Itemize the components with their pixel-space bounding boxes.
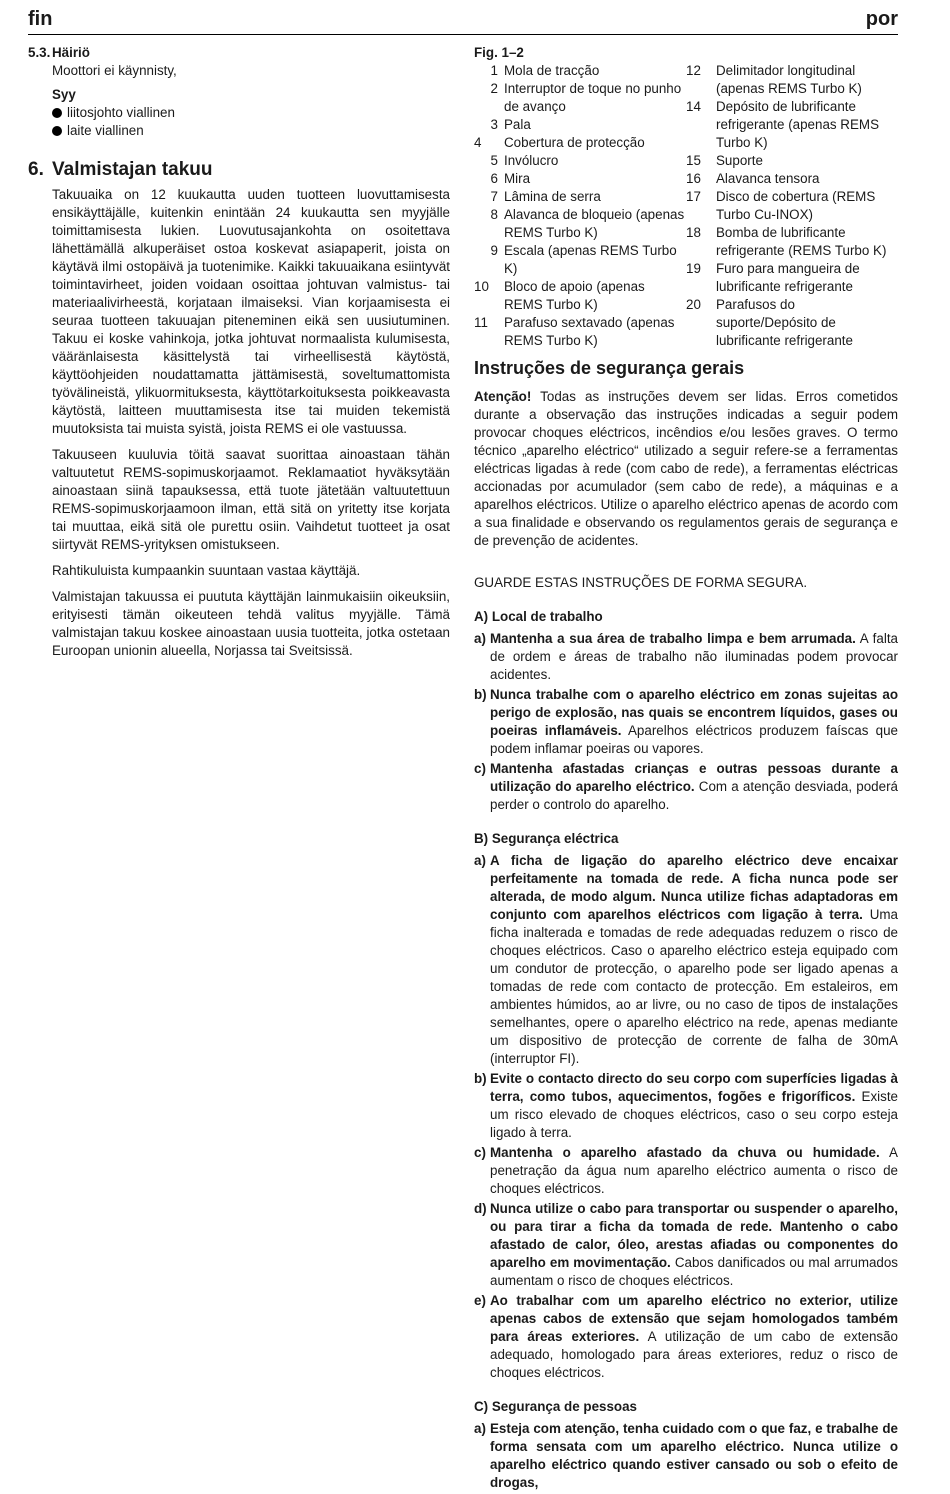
- legend-text: Alavanca tensora: [716, 171, 820, 186]
- section-5-3-heading: [28, 44, 450, 62]
- legend-number: 2: [490, 81, 498, 96]
- item-bold: A ficha de ligação do aparelho eléctrico deve encaixar perfeitamente na tomada de rede. A ficha nunca pode ser alterada, de modo algum. Nunca utilize fichas adaptadoras em conjunto com aparelhos eléctricos com ligação à terra.: [490, 853, 898, 922]
- safety-item: [474, 1420, 898, 1492]
- legend-text: Mira: [504, 171, 531, 186]
- legend-number: 9: [490, 243, 498, 258]
- item-text: Com a atenção desviada, poderá perder o controlo do aparelho.: [490, 779, 898, 812]
- legend-number: 4: [474, 135, 482, 150]
- item-bold: Mantenha afastadas crianças e outras pessoas durante a utilização do aparelho eléctrico.: [490, 761, 898, 794]
- safety-item: [474, 1070, 898, 1142]
- legend-column-right: [686, 62, 898, 350]
- legend-item: [474, 242, 686, 278]
- legend-text: Lâmina de serra: [504, 189, 601, 204]
- fault-description: Moottori ei käynnisty,: [52, 63, 177, 78]
- legend-text: Parafuso sextavado (apenas REMS Turbo K): [504, 315, 675, 348]
- safety-item: [474, 686, 898, 758]
- legend-text: Mola de tracção: [504, 63, 600, 78]
- figure-title: Fig. 1–2: [474, 45, 524, 60]
- attention-paragraph: [474, 388, 898, 550]
- warranty-paragraph: Takuuaika on 12 kuukautta uuden tuotteen luovuttamisesta ensikäyttäjälle, kuitenkin enintään 24 kuukautta sen myyjälle toimittamisesta lukien. Luovutusajankohta on osoitettava lähettämällä alkuperäiset ostoa koskevat asiapaperit, joista on käytävä ilmi ostopäivä ja tuotenimike. Kaikki takuuaikana esiintyvät toimintavirheet, joiden voidaan osoittaa johtuvan valmistus- tai materiaalivirheestä, korjataan ilmaiseksi. Vian korjaamisesta ei seuraa tuotteen takuuajan piteneminen eikä sen uusiutuminen. Takuu ei koske vahinkoja, jotka johtuvat normaalista kulumisesta, vääränlaisesta käsittelystä tai virheellisestä käytöstä, käyttöohjeiden noudattamatta jättämisestä, soveltumattomista työvälineistä, ylikuormituksesta, käyttötarkoituksesta poikkeavasta käytöstä, laitteen muuttamisesta itse tai muiden tekemistä muutoksista tai muista syistä, joista REMS ei ole vastuussa.: [52, 187, 450, 436]
- section-number: 6.: [28, 159, 44, 180]
- legend-item: [474, 278, 686, 314]
- safety-item: [474, 852, 898, 1068]
- item-text: A utilização de um cabo de extensão adequado, homologado para áreas exteriores, reduz o risco de choques eléctricos.: [490, 1329, 898, 1380]
- legend-item: [474, 188, 686, 206]
- item-text: A penetração da água num aparelho eléctrico aumenta o risco de choques eléctricos.: [490, 1145, 898, 1196]
- item-bold: Evite o contacto directo do seu corpo com superfícies ligadas à terra, como tubos, aquecimentos, fogões e frigoríficos.: [490, 1071, 898, 1104]
- item-bold: Nunca utilize o cabo para transportar ou suspender o aparelho, ou para tirar a ficha da tomada de rede. Mantenho o cabo afastado de calor, óleo, arestas afiadas ou componentes do aparelho em movimentação.: [490, 1201, 898, 1270]
- legend-text: Parafusos do suporte/Depósito de lubrificante refrigerante: [716, 297, 853, 348]
- legend-item: [474, 134, 686, 152]
- item-text: Uma ficha inalterada e tomadas de rede adequadas reduzem o risco de choques eléctricos. Caso o aparelho eléctrico esteja equipado com um condutor de protecção, o aparelho pode ser ligado apenas a tomadas de rede com contacto de protecção. Em estaleiros, em ambientes húmidos, ao ar livre, ou no caso de tipos de instalações semelhantes, opere o aparelho eléctrico na rede, apenas mediante um dispositivo de protecção de corrente de falha de 30mA (interruptor FI).: [490, 907, 898, 1066]
- legend-item: [686, 152, 898, 170]
- safety-heading: Instruções de segurança gerais: [474, 358, 745, 378]
- item-label: d): [474, 1201, 487, 1216]
- legend-item: [474, 314, 686, 350]
- legend-number: 18: [686, 225, 701, 240]
- legend-text: Cobertura de protecção: [504, 135, 645, 150]
- section-number: 5.3.: [28, 45, 51, 60]
- legend-item: [686, 224, 898, 260]
- legend-number: 11: [474, 315, 488, 330]
- legend-number: 15: [686, 153, 701, 168]
- item-label: a): [474, 631, 486, 646]
- section-6-heading: [28, 158, 450, 182]
- bullet-icon: [52, 108, 62, 118]
- warranty-paragraph: Valmistajan takuussa ei puututa käyttäjän lainmukaisiin oikeuksiin, erityisesti tämän oikeuteen tehdä valitus myyjälle. Tämä valmistajan takuu koskee ainoastaan uusia tuotteita, jotka ostetaan Euroopan unionin alueella, Norjassa tai Sveitsissä.: [52, 589, 450, 658]
- legend-item: [686, 296, 898, 350]
- subsection-a-title: A) Local de trabalho: [474, 609, 603, 624]
- section-title: Valmistajan takuu: [52, 159, 213, 180]
- legend-number: 12: [686, 63, 701, 78]
- legend-item: [474, 116, 686, 134]
- legend-item: [474, 62, 686, 80]
- item-text: Cabos danificados ou mal arrumados aumentam o risco de choques eléctricos.: [490, 1255, 899, 1288]
- legend-item: [686, 260, 898, 296]
- legend-number: 6: [490, 171, 498, 186]
- warranty-body: [28, 186, 450, 660]
- item-text: Existe um risco elevado de choques eléctricos, caso o seu corpo esteja ligado à terra.: [490, 1089, 899, 1140]
- subsection-c-title: C) Segurança de pessoas: [474, 1399, 637, 1414]
- legend-number: 5: [490, 153, 498, 168]
- legend-number: 16: [686, 171, 701, 186]
- legend-text: Pala: [504, 117, 531, 132]
- attention-text: Todas as instruções devem ser lidas. Erros cometidos durante a observação das instruções indicadas a seguir podem provocar choques eléctricos, incêndios e/ou lesões graves. O termo técnico „aparelho eléctrico“ utilizado a seguir refere-se a ferramentas eléctricas ligadas à rede (com cabo de rede), a ferramentas eléctricas accionadas por acumulador (sem cabo de rede), a máquinas e a aparelhos eléctricos. Utilize o aparelho eléctrico apenas de acordo com a sua finalidade e observando os regulamentos gerais de segurança e de prevenção de acidentes.: [474, 389, 898, 548]
- item-label: a): [474, 1421, 486, 1436]
- safety-item: [474, 1200, 898, 1290]
- figure-legend: [474, 62, 898, 350]
- legend-text: Invólucro: [504, 153, 559, 168]
- header-language-right: por: [865, 8, 898, 30]
- safety-item: [474, 630, 898, 684]
- legend-number: 10: [474, 279, 489, 294]
- legend-number: 20: [686, 297, 701, 312]
- item-text: A falta de ordem e áreas de trabalho não iluminadas podem provocar acidentes.: [490, 631, 898, 682]
- legend-item: [474, 80, 686, 116]
- legend-text: Furo para mangueira de lubrificante refrigerante: [716, 261, 860, 294]
- item-label: c): [474, 1145, 486, 1160]
- item-label: a): [474, 853, 486, 868]
- item-bold: Nunca trabalhe com o aparelho eléctrico em zonas sujeitas ao perigo de explosão, nas quais se encontrem líquidos, gases ou poeiras inflamáveis.: [490, 687, 898, 738]
- cause-list: [28, 104, 450, 140]
- legend-item: [474, 152, 686, 170]
- legend-text: Bomba de lubrificante refrigerante (REMS Turbo K): [716, 225, 887, 258]
- bullet-icon: [52, 126, 62, 136]
- legend-item: [474, 206, 686, 242]
- warranty-paragraph: Rahtikuluista kumpaankin suuntaan vastaa käyttäjä.: [52, 563, 361, 578]
- section-title: Häiriö: [52, 45, 90, 60]
- legend-item: [474, 170, 686, 188]
- cause-text: liitosjohto viallinen: [67, 105, 175, 120]
- safety-item: [474, 1144, 898, 1198]
- keep-instructions-text: GUARDE ESTAS INSTRUÇÕES DE FORMA SEGURA.: [474, 575, 808, 590]
- legend-text: Bloco de apoio (apenas REMS Turbo K): [504, 279, 645, 312]
- cause-item: [52, 104, 450, 122]
- subsection-b-items: [474, 852, 898, 1382]
- subsection-a-items: [474, 630, 898, 814]
- header-language-left: fin: [28, 8, 53, 30]
- legend-text: Depósito de lubrificante refrigerante (apenas REMS Turbo K): [716, 99, 879, 150]
- cause-text: laite viallinen: [67, 123, 144, 138]
- legend-item: [686, 98, 898, 152]
- item-text: Aparelhos eléctricos produzem faíscas que podem inflamar poeiras ou vapores.: [490, 723, 899, 756]
- left-column: [28, 44, 450, 668]
- legend-item: [686, 62, 898, 98]
- item-bold: Ao trabalhar com um aparelho eléctrico no exterior, utilize apenas cabos de extensão que sejam homologados também para áreas exteriores.: [490, 1293, 898, 1344]
- cause-label: Syy: [52, 87, 76, 102]
- subsection-b-title: B) Segurança eléctrica: [474, 831, 619, 846]
- legend-item: [686, 188, 898, 224]
- legend-number: 19: [686, 261, 701, 276]
- legend-text: Alavanca de bloqueio (apenas REMS Turbo K): [504, 207, 685, 240]
- item-label: b): [474, 1071, 487, 1086]
- item-bold: Mantenha a sua área de trabalho limpa e bem arrumada.: [490, 631, 856, 646]
- legend-text: Escala (apenas REMS Turbo K): [504, 243, 677, 276]
- attention-label: Atenção!: [474, 389, 532, 404]
- safety-item: [474, 760, 898, 814]
- item-label: e): [474, 1293, 486, 1308]
- legend-number: 8: [490, 207, 498, 222]
- legend-number: 17: [686, 189, 701, 204]
- header-rule: [28, 34, 898, 35]
- legend-number: 7: [490, 189, 498, 204]
- item-bold: Esteja com atenção, tenha cuidado com o que faz, e trabalhe de forma sensata com um aparelho eléctrico. Nunca utilize o aparelho eléctrico quando estiver cansado ou sob o efeito de drogas,: [490, 1421, 898, 1490]
- legend-text: Delimitador longitudinal (apenas REMS Turbo K): [716, 63, 862, 96]
- safety-item: [474, 1292, 898, 1382]
- legend-number: 1: [490, 63, 498, 78]
- legend-text: Interruptor de toque no punho de avanço: [504, 81, 682, 114]
- item-label: b): [474, 687, 487, 702]
- legend-column-left: [474, 62, 686, 350]
- subsection-c-items: [474, 1420, 898, 1492]
- legend-text: Disco de cobertura (REMS Turbo Cu-INOX): [716, 189, 876, 222]
- warranty-paragraph: Takuuseen kuuluvia töitä saavat suorittaa ainoastaan tähän valtuutetut REMS-sopimuskorjaamot. Reklamaatiot hyväksytään ainoastaan siinä tapauksessa, että tuote jätetään valtuutettuun REMS-sopimuskorjaamoon ilman, että sitä on yritetty itse korjata tai muuttaa, eikä sitä ole purettu osiin. Vaihdetut tuotteet ja osat siirtyvät REMS-yrityksen omistukseen.: [52, 447, 450, 552]
- right-column: [474, 44, 898, 1494]
- legend-number: 14: [686, 99, 701, 114]
- item-bold: Mantenha o aparelho afastado da chuva ou humidade.: [490, 1145, 880, 1160]
- cause-item: [52, 122, 450, 140]
- legend-item: [686, 170, 898, 188]
- legend-text: Suporte: [716, 153, 763, 168]
- item-label: c): [474, 761, 486, 776]
- legend-number: 3: [490, 117, 498, 132]
